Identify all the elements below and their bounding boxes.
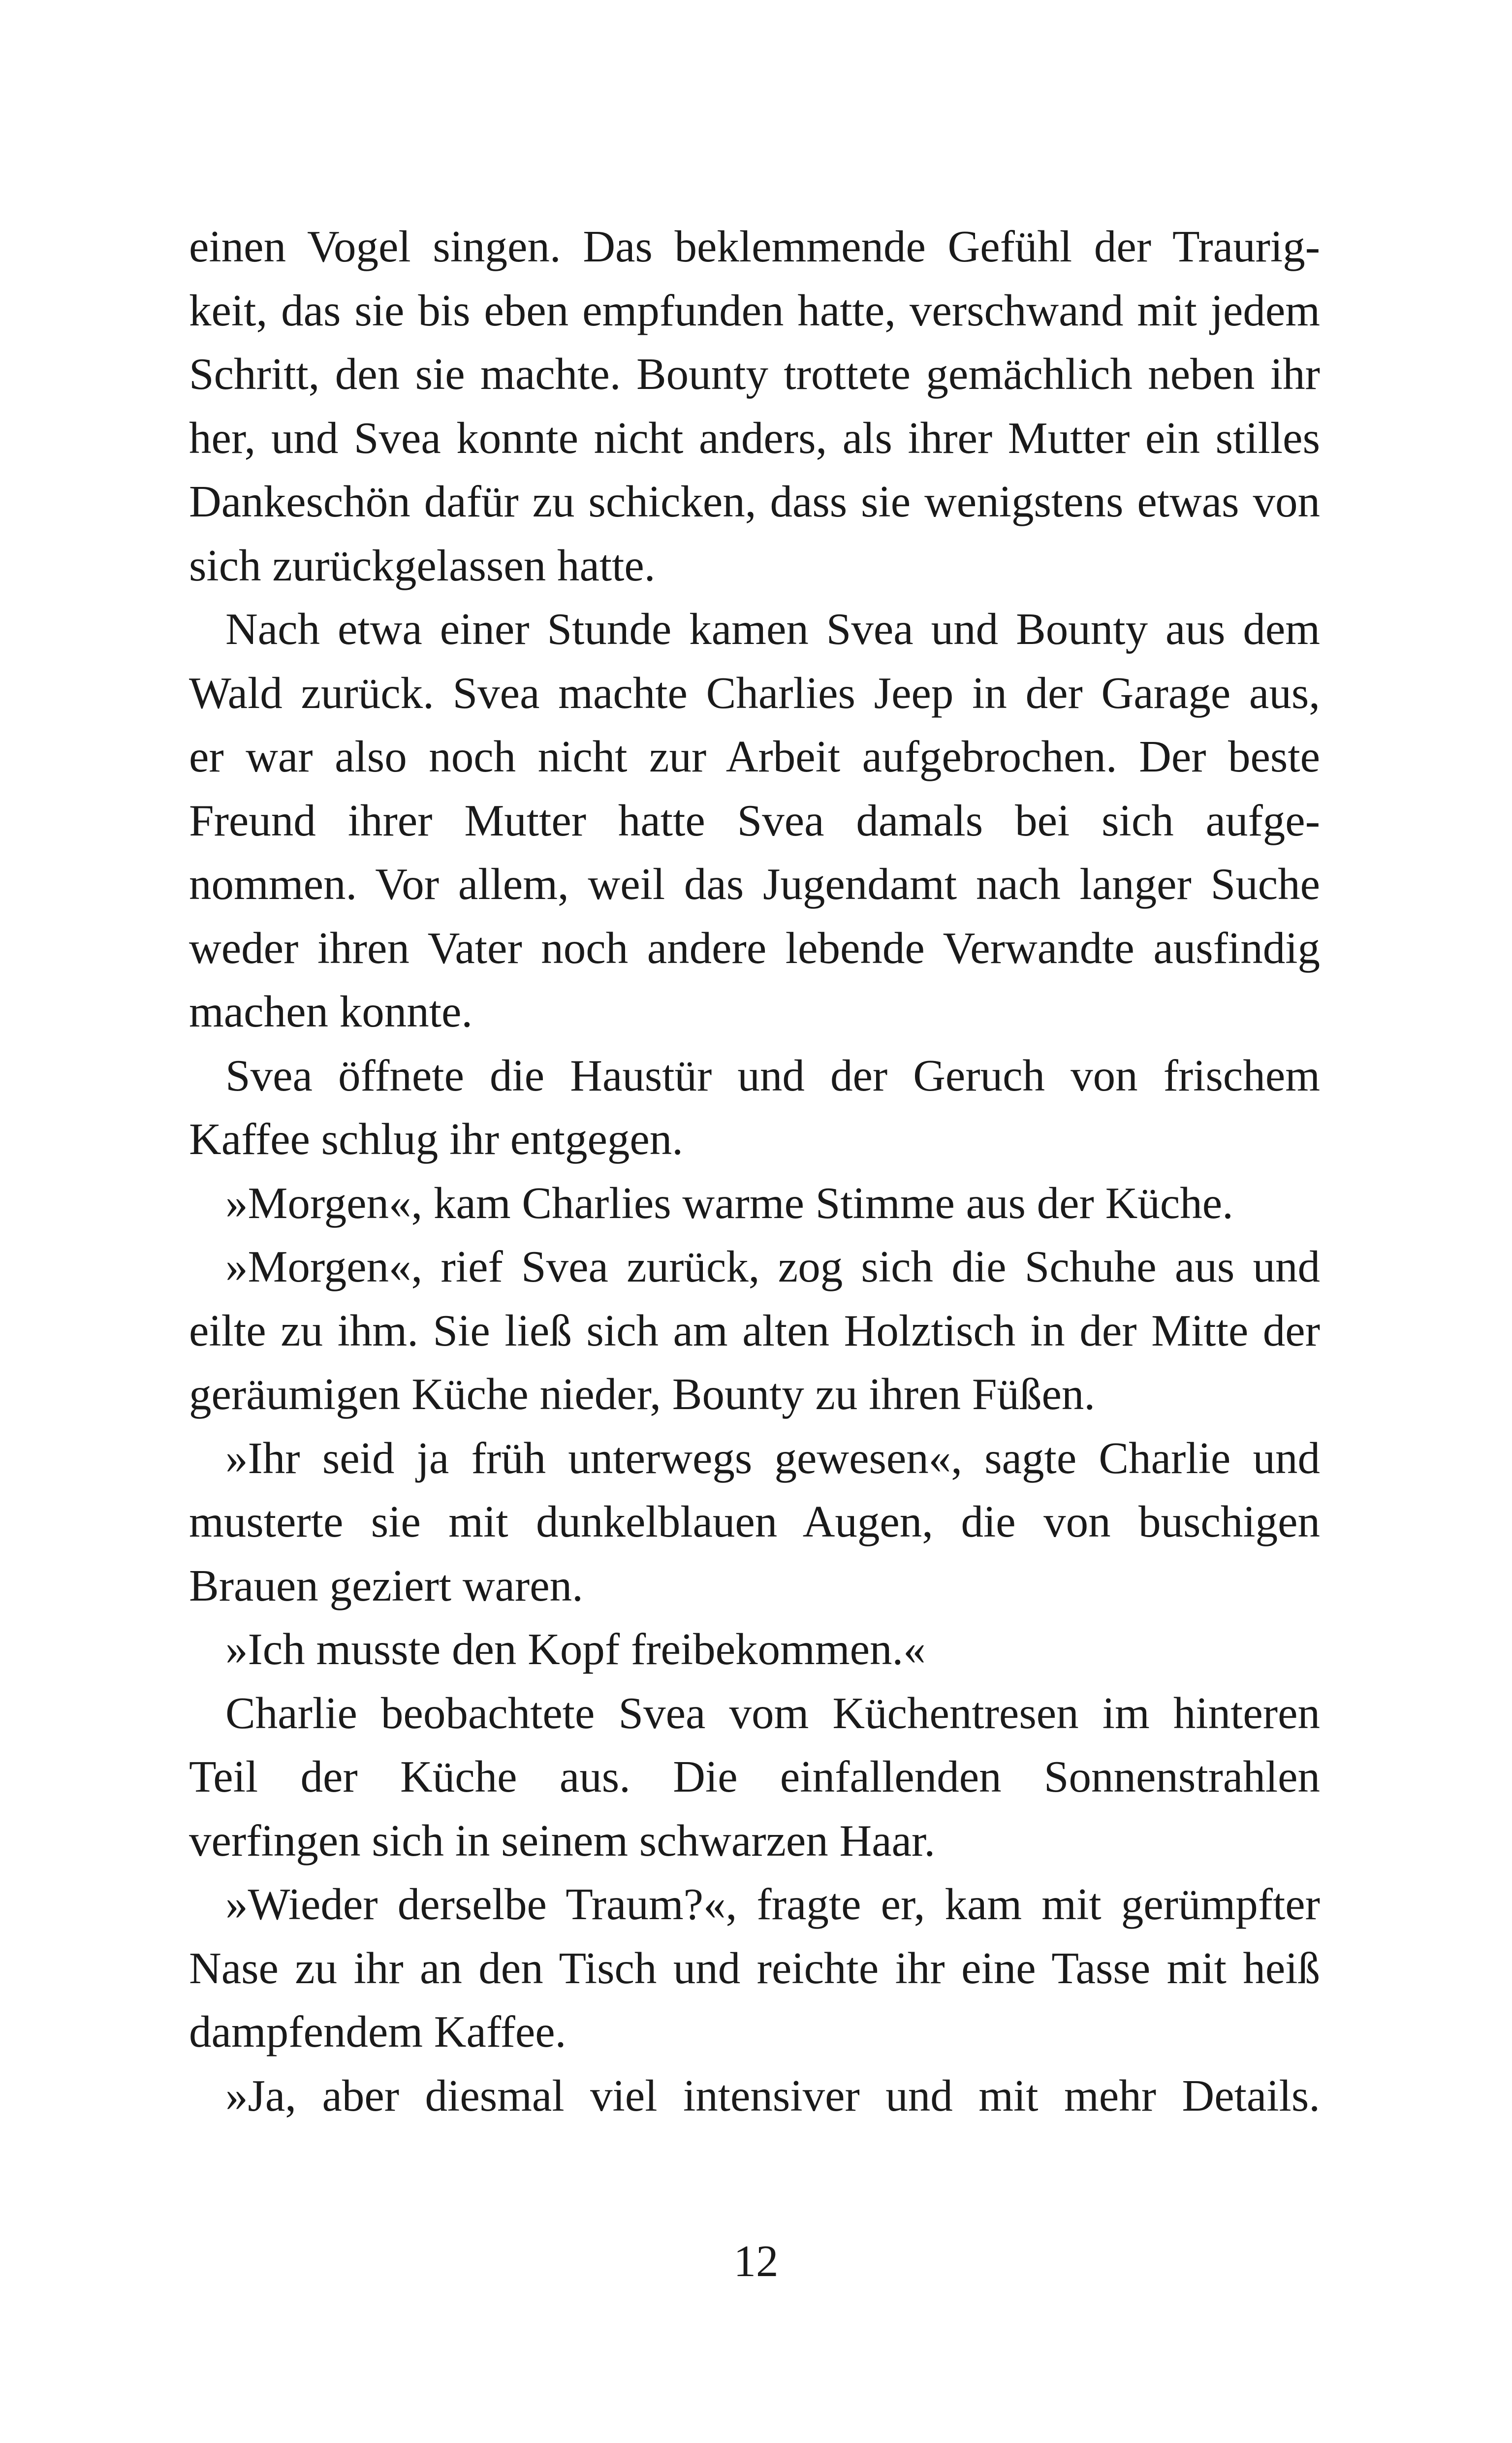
text-line: Freund ihrer Mutter hatte Svea damals bei sich aufge- <box>189 795 1320 845</box>
text-line: machen konnte. <box>189 987 473 1036</box>
text-line: sich zurückgelassen hatte. <box>189 540 656 590</box>
text-line: Dankeschön dafür zu schicken, dass sie wenigstens etwas von <box>189 477 1320 526</box>
text-line: »Ja, aber diesmal viel intensiver und mit mehr Details. <box>225 2070 1320 2121</box>
text-line: »Ich musste den Kopf freibekommen.« <box>225 1624 926 1674</box>
text-line: Svea öffnete die Haustür und der Geruch von frischem <box>225 1050 1320 1100</box>
text-line: eilte zu ihm. Sie ließ sich am alten Holztisch in der Mitte der <box>189 1305 1320 1355</box>
text-line: »Wieder derselbe Traum?«, fragte er, kam mit gerümpfter <box>225 1879 1320 1929</box>
text-line: weder ihren Vater noch andere lebende Verwandte ausfindig <box>189 923 1320 973</box>
text-line: keit, das sie bis eben empfunden hatte, verschwand mit jedem <box>189 285 1320 335</box>
page-number: 12 <box>733 2236 779 2286</box>
text-line: Wald zurück. Svea machte Charlies Jeep in der Garage aus, <box>189 668 1320 718</box>
text-line: Kaffee schlug ihr entgegen. <box>189 1114 683 1164</box>
text-line: Charlie beobachtete Svea vom Küchentresen im hinteren <box>225 1688 1320 1738</box>
text-line: einen Vogel singen. Das beklemmende Gefühl der Traurig- <box>189 222 1320 271</box>
text-line: »Morgen«, kam Charlies warme Stimme aus der Küche. <box>225 1178 1233 1228</box>
text-line: Nase zu ihr an den Tisch und reichte ihr eine Tasse mit heiß <box>189 1943 1320 1993</box>
text-line: Brauen geziert waren. <box>189 1560 583 1610</box>
text-line: dampfendem Kaffee. <box>189 2007 567 2057</box>
text-line: nommen. Vor allem, weil das Jugendamt nach langer Suche <box>189 859 1320 909</box>
text-line: »Ihr seid ja früh unterwegs gewesen«, sagte Charlie und <box>225 1433 1320 1483</box>
text-line: geräumigen Küche nieder, Bounty zu ihren Füßen. <box>189 1369 1096 1419</box>
text-line: »Morgen«, rief Svea zurück, zog sich die Schuhe aus und <box>225 1242 1320 1291</box>
text-line: verfingen sich in seinem schwarzen Haar. <box>189 1815 936 1865</box>
text-line: er war also noch nicht zur Arbeit aufgebrochen. Der beste <box>189 732 1320 781</box>
text-line: Nach etwa einer Stunde kamen Svea und Bounty aus dem <box>225 604 1320 654</box>
text-line: Schritt, den sie machte. Bounty trottete gemächlich neben ihr <box>189 349 1320 399</box>
text-line: musterte sie mit dunkelblauen Augen, die von buschigen <box>189 1497 1320 1546</box>
text-line: Teil der Küche aus. Die einfallenden Sonnenstrahlen <box>189 1752 1320 1801</box>
body-text <box>189 215 1320 2127</box>
text-line: her, und Svea konnte nicht anders, als ihrer Mutter ein stilles <box>189 413 1320 463</box>
